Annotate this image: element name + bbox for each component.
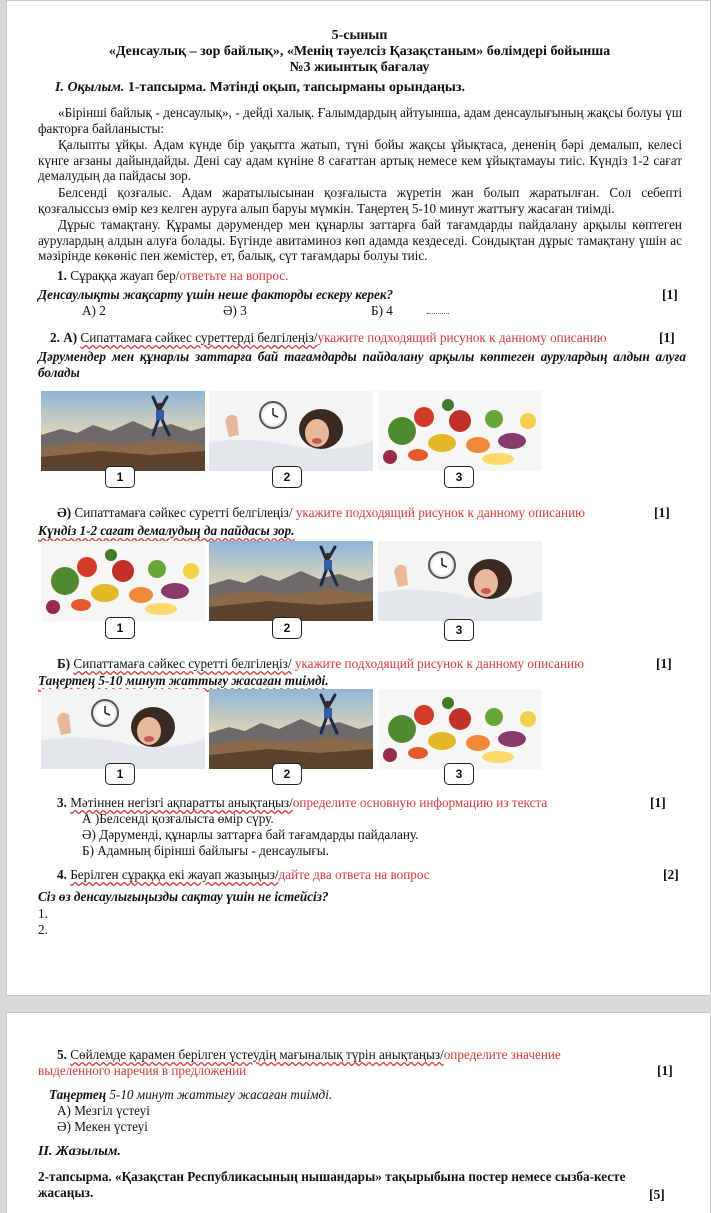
q3-option-a[interactable]: А )Белсенді қозғалыста өмір сүру. (82, 811, 274, 826)
q5-sentence: Таңертең 5-10 минут жаттығу жасаған тиімді. (49, 1087, 333, 1102)
q4-answer-line-1[interactable]: 1. (38, 906, 48, 921)
answer-box-1[interactable]: 1 (105, 466, 135, 488)
worksheet-page-2 (6, 1012, 711, 1213)
part1-roman: I. Оқылым. (55, 80, 125, 95)
part2-score: [5] (649, 1187, 665, 1202)
text-paragraph-2: Қалыпты ұйқы. Адам күнде бір уақытта жатып, түні бойы жақсы ұйықтаса, дененің бәрі демалып, келесі күнге ағзаны дайындайды. Дені сау адам күніне 8 сағаттан артық немесе кем ұйықтамауы тиіс. Күндіз 1-2 сағат демалудың да пайдасы зор. (38, 137, 682, 184)
vegetables-photo (378, 391, 542, 471)
q1-option-a[interactable]: А) 2 (82, 303, 106, 318)
sleeping-woman-photo (378, 541, 542, 621)
q4-instruction: 4. Берілген сұраққа екі жауап жазыңыз/дайте два ответа на вопрос (57, 867, 430, 882)
part2-task-line-1: 2-тапсырма. «Қазақстан Республикасының нышандары» тақырыбына постер немесе сызба-кесте (38, 1169, 626, 1184)
answer-box-2[interactable]: 2 (272, 617, 302, 639)
text-paragraph-3: Белсенді қозғалыс. Адам жаратылысынан қозғалыста жүретін жан болып жаратылған. Сол себепті қозғалыссыз өмір кез келген ауруға алып баруы мүмкін. Таңертең 5-10 минут жаттығу жасаған тиімді. (38, 185, 682, 216)
q5-option-a[interactable]: А) Мезгіл үстеуі (57, 1103, 150, 1118)
q1-option-b[interactable]: Ә) 3 (223, 303, 247, 318)
q2b-statement: Күндіз 1-2 сағат демалудың да пайдасы зор. (38, 523, 295, 538)
answer-box-3[interactable]: 3 (444, 619, 474, 641)
text-paragraph-1: «Бірінші байлық - денсаулық», - дейді халық. Ғалымдардың айтуынша, адам денсаулығының жақсы болуы үш факторға байланысты: (38, 105, 682, 136)
grade-title: 5-сынып (331, 28, 388, 43)
q3-option-b[interactable]: Ә) Дәрумендi, құнарлы заттарға бай тағамдарды пайдалану. (82, 827, 419, 842)
q2c-score: [1] (656, 656, 672, 671)
q5-instruction-cont: выделенного наречия в предложении (38, 1063, 247, 1078)
exercise-photo (41, 391, 205, 471)
sections-title: «Денсаулық – зор байлық», «Менің тәуелсіз Қазақстаным» бөлімдері бойынша (108, 44, 611, 59)
q1-question: Денсаулықты жақсарту үшін неше факторды ескеру керек? (38, 287, 394, 302)
text-paragraph-4: Дұрыс тамақтану. Құрамы дәрумендер мен құнарлы заттарға бай тағамдарды пайдалану арқылы көптеген аурулардың алдын алуға болады. Бүгінде авитаминоз көп адамда кездеседі. Сондықтан дұрыс тамақтану үшін ас мәзірінде көкөніс пен жемістер, ет, балық, сүт тағамдары болуы тиіс. (38, 217, 682, 264)
q5-instruction: 5. Сөйлемде қарамен берілген үстеудің мағыналық түрін анықтаңыз/определите значение (57, 1047, 561, 1062)
q2b-instruction: Ә) Сипаттамаға сәйкес суретті белгілеңіз/ укажите подходящий рисунок к данному описанию (57, 505, 585, 520)
q4-question: Сіз өз денсаулығыңызды сақтау үшін не істейсіз? (38, 889, 329, 904)
answer-box-2[interactable]: 2 (272, 466, 302, 488)
q2a-instruction: 2. А) Сипаттамаға сәйкес суреттерді белгілеңіз/укажите подходящий рисунок к данному описанию (50, 330, 607, 345)
vegetables-photo (378, 689, 542, 769)
sleeping-woman-photo (41, 689, 205, 769)
q2c-statement: Таңертең 5-10 минут жаттығу жасаған тиімді. (38, 673, 329, 688)
answer-box-1[interactable]: 1 (105, 763, 135, 785)
answer-box-3[interactable]: 3 (444, 466, 474, 488)
q2c-instruction: Б) Сипаттамаға сәйкес суретті белгілеңіз/ укажите подходящий рисунок к данному описанию (57, 656, 584, 671)
q2a-statement: Дәрумендер мен құнарлы заттарға бай тағамдарды пайдалану арқылы көптеген аурулардың алдын алуға болады (38, 349, 686, 380)
assessment-title: №3 жиынтық бағалау (289, 60, 430, 75)
q1-option-c[interactable]: Б) 4 (371, 303, 393, 318)
q3-instruction: 3. Мәтіннен негізгі ақпаратты анықтаңыз/определите основную информацию из текста (57, 795, 548, 810)
worksheet-page-1 (6, 0, 711, 996)
spellcheck-mark (427, 303, 449, 314)
answer-box-2[interactable]: 2 (272, 763, 302, 785)
q2a-score: [1] (659, 330, 675, 345)
sleeping-woman-photo (209, 391, 373, 471)
vegetables-photo (41, 541, 205, 621)
q1-instruction: 1. Сұраққа жауап бер/ответьте на вопрос. (57, 268, 289, 283)
part1-heading (55, 80, 465, 96)
part2-task-line-2: жасаңыз. (38, 1185, 94, 1200)
q2b-score: [1] (654, 505, 670, 520)
exercise-photo (209, 541, 373, 621)
q5-option-b[interactable]: Ә) Мекен үстеуі (57, 1119, 148, 1134)
q3-option-c[interactable]: Б) Адамның бірінші байлығы - денсаулығы. (82, 843, 329, 858)
q5-score: [1] (657, 1063, 673, 1078)
q1-score: [1] (662, 287, 678, 302)
part1-task: 1-тапсырма. Мәтінді оқып, тапсырманы орындаңыз. (124, 80, 465, 95)
q4-score: [2] (663, 867, 679, 882)
exercise-photo (209, 689, 373, 769)
answer-box-1[interactable]: 1 (105, 617, 135, 639)
answer-box-3[interactable]: 3 (444, 763, 474, 785)
q4-answer-line-2[interactable]: 2. (38, 922, 48, 937)
part2-heading: II. Жазылым. (38, 1144, 121, 1159)
q3-score: [1] (650, 795, 666, 810)
